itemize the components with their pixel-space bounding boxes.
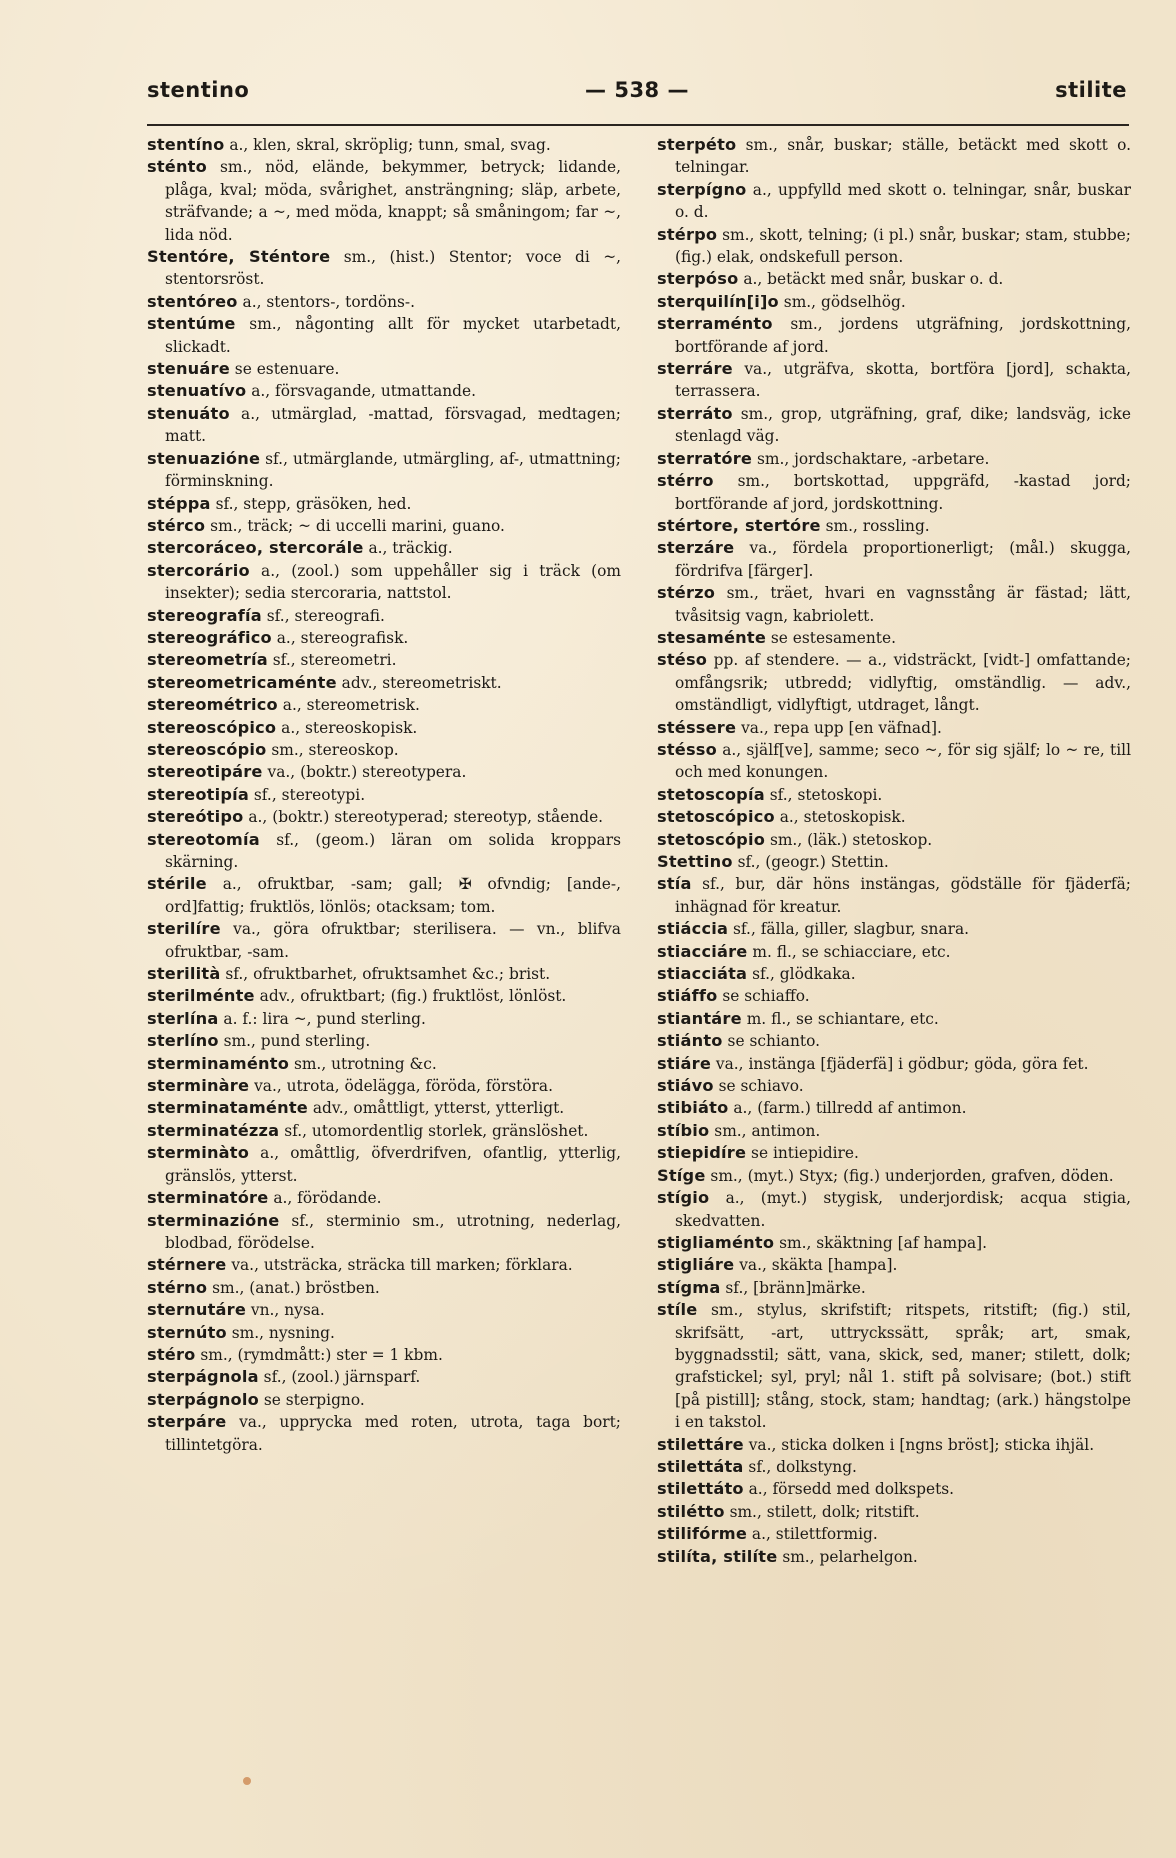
entry-definition: a., stetoskopisk. [779,808,906,827]
entry-definition: sm., pund sterling. [223,1032,371,1051]
entry-headword: stiacciáre [657,941,748,961]
dictionary-entry [657,268,1131,290]
dictionary-entry [147,1142,621,1187]
entry-definition: m. fl., se schiacciare, etc. [752,942,951,961]
entry-definition: sf., stereotypi. [253,785,366,804]
entry-headword: sterratóre [657,448,753,468]
dictionary-entry [147,1389,621,1411]
dictionary-entry [657,179,1131,224]
entry-definition: sm., utrotning &c. [293,1054,437,1073]
dictionary-entry [147,739,621,761]
entry-definition: a., klen, skral, skröplig; tunn, smal, svag. [229,136,551,154]
entry-definition: a., stereometrisk. [282,696,420,715]
entry-headword: stibiáto [657,1098,729,1118]
dictionary-entry [657,224,1131,269]
dictionary-entry [147,694,621,716]
entry-definition: a., utmärglad, -mattad, försvagad, medtagen; matt. [165,404,621,446]
entry-headword: stigliaménto [657,1232,775,1252]
entry-definition: sf., (geom.) läran om solida kroppars skärning. [165,830,621,871]
entry-headword: stéro [147,1344,196,1364]
dictionary-entry [657,963,1131,985]
header-rule [147,124,1129,126]
entry-headword: sterminatézza [147,1120,280,1140]
entry-definition: sm., jordens utgräfning, jordskottning, bortförande af jord. [675,315,1131,356]
entry-definition: sf., fälla, giller, slagbur, snara. [733,920,970,939]
entry-definition: va., utrota, ödelägga, föröda, förstöra. [254,1077,553,1096]
entry-definition: sm., (hist.) Stentor; voce di ~, stentorsröst. [165,248,621,289]
entry-definition: sm., stylus, skrifstift; ritspets, ritstift; (fig.) stil, skrifsätt, -art, uttryckssätt, språk; art, smak, byggnadsstil; sätt, vana, skick, sed, maner; stilett, dolk; grafstickel; syl, pryl; nål 1. stift på solvisare; (bot.) stift [på pistill]; stång, stock, stam; handtag; (ark.) hängstolpe i en takstol. [675,1301,1131,1432]
dictionary-entry [147,515,621,537]
entry-definition: a., (farm.) tillredd af antimon. [733,1099,967,1118]
dictionary-entry [147,761,621,783]
entry-definition: se sterpigno. [263,1390,365,1409]
dictionary-entry [147,156,621,246]
dictionary-entry [147,1187,621,1209]
right-column [657,134,1131,1568]
entry-headword: sterminazióne [147,1210,280,1230]
dictionary-entry [657,1254,1131,1276]
entry-headword: sterpágnolo [147,1389,259,1409]
entry-headword: stérco [147,515,206,535]
dictionary-entry [657,806,1131,828]
entry-headword: stiepidíre [657,1143,747,1163]
entry-definition: a., försvagande, utmattande. [251,382,477,401]
dictionary-entry [657,739,1131,784]
entry-definition: sm., stereoskop. [271,740,399,759]
entry-headword: stilettáta [657,1456,744,1476]
dictionary-entry [657,717,1131,739]
entry-definition: sf., stereografi. [266,606,385,625]
entry-definition: m. fl., se schiantare, etc. [746,1009,939,1028]
dictionary-entry [147,649,621,671]
entry-headword: sterminaménto [147,1053,290,1073]
dictionary-entry [657,1142,1131,1164]
dictionary-entry [657,873,1131,918]
dictionary-entry [657,1299,1131,1433]
entry-headword: stetoscópio [657,829,766,849]
entry-headword: sterilménte [147,986,255,1006]
dictionary-entry [657,448,1131,470]
entry-definition: sm., skäktning [af hampa]. [779,1233,988,1252]
entry-definition: sf., bur, där höns instängas, gödställe för fjäderfä; inhägnad för kreatur. [675,875,1131,916]
dictionary-entry [147,560,621,605]
entry-headword: sterminatóre [147,1188,269,1208]
entry-headword: Stíge [657,1165,706,1185]
dictionary-entry [147,1008,621,1030]
entry-headword: sterpágnola [147,1367,259,1387]
entry-headword: sterlíno [147,1031,219,1051]
entry-definition: a., ofruktbar, -sam; gall; ✠ ofvndig; [ande-, ord]fattig; fruktlös, lönlös; otacksam; tom. [165,875,621,916]
dictionary-entry [657,985,1131,1007]
dictionary-entry [657,1277,1131,1299]
dictionary-entry [147,1299,621,1321]
entry-headword: sterráre [657,359,733,379]
entry-headword: stentíno [147,135,225,154]
entry-definition: sf., utmärglande, utmärgling, af-, utmattning; förminskning. [165,449,621,491]
entry-headword: stenuáre [147,359,230,379]
entry-definition: se schiaffo. [722,987,810,1006]
entry-headword: stilettáre [657,1434,744,1454]
entry-headword: stiáffo [657,986,718,1006]
entry-definition: sf., glödkaka. [752,965,856,984]
dictionary-entry [147,672,621,694]
entry-definition: sf., (zool.) järnsparf. [263,1368,421,1387]
dictionary-entry [147,493,621,515]
dictionary-entry [147,1075,621,1097]
right-guide-word: stilite [1055,78,1127,102]
entry-definition: a., omåttlig, öfverdrifven, ofantlig, ytterlig, gränslös, ytterst. [165,1144,621,1185]
dictionary-entry [147,313,621,358]
entry-headword: Stentóre, Sténtore [147,247,331,267]
entry-headword: stereoscópio [147,739,267,759]
entry-definition: pp. af stendere. — a., vidsträckt, [vidt-] omfattande; omfångsrik; utbredd; vidlyftig, omständlig. — adv., omständligt, vidlyftigt, utdraget, långt. [675,651,1131,715]
entry-definition: va., utgräfva, skotta, bortföra [jord], schakta, terrassera. [675,360,1131,401]
entry-headword: stercoráceo, stercorále [147,538,364,558]
entry-headword: stetoscópico [657,807,775,827]
dictionary-entry [657,1501,1131,1523]
entry-definition: adv., stereometriskt. [341,673,502,692]
dictionary-entry [147,963,621,985]
entry-headword: sterminàto [147,1143,250,1163]
entry-definition: sm., nöd, elände, bekymmer, betryck; lidande, plåga, kval; möda, svårighet, ansträngning; släp, arbete, sträfvande; a ~, med möda, knappt; så småningom; far ~, lida nöd. [165,158,621,244]
entry-definition: sm., någonting allt för mycket utarbetadt, slickadt. [165,315,621,356]
entry-headword: sterpígno [657,179,747,199]
entry-headword: stilíta, stilíte [657,1546,778,1566]
entry-headword: stiáre [657,1053,712,1073]
entry-headword: sténto [147,157,207,177]
entry-headword: stiacciáta [657,964,748,984]
dictionary-entry [147,380,621,402]
entry-definition: sm., träck; ~ di uccelli marini, guano. [210,516,505,535]
dictionary-entry [147,918,621,963]
entry-definition: a., stilettformig. [751,1525,878,1544]
dictionary-entry [657,784,1131,806]
entry-headword: stiantáre [657,1008,742,1028]
entry-headword: stercorário [147,560,250,580]
entry-headword: stéssere [657,717,737,737]
entry-headword: stereoscópico [147,717,277,737]
entry-definition: a., stereoskopisk. [281,718,418,737]
dictionary-entry [657,918,1131,940]
entry-headword: sterquilín[i]o [657,291,779,311]
dictionary-entry [147,1254,621,1276]
entry-headword: stereométrico [147,695,278,715]
entry-headword: stéppa [147,493,211,513]
entry-headword: stenuazióne [147,448,261,468]
entry-definition: a., förödande. [273,1189,382,1208]
entry-definition: a., uppfylld med skott o. telningar, snår, buskar o. d. [675,180,1131,222]
dictionary-entry [657,291,1131,313]
left-column [147,134,621,1456]
entry-headword: stenuatívo [147,381,247,401]
entry-headword: sternúto [147,1322,227,1342]
dictionary-entry [657,1053,1131,1075]
entry-headword: sterminàre [147,1076,250,1096]
entry-definition: sf., sterminio sm., utrotning, nederlag, blodbad, förödelse. [165,1211,621,1252]
dictionary-entry [147,403,621,448]
entry-definition: vn., nysa. [250,1301,325,1320]
entry-definition: a., stereografisk. [276,628,409,647]
entry-definition: sm., (rymdmått:) ster = 1 kbm. [200,1345,443,1364]
entry-headword: sterlína [147,1008,219,1028]
entry-definition: sm., rossling. [825,516,930,535]
entry-headword: stérno [147,1277,208,1297]
page-number: — 538 — [585,78,689,102]
entry-definition: se estenuare. [234,360,340,379]
entry-definition: va., sticka dolken i [ngns bröst]; sticka ihjäl. [748,1435,1095,1454]
entry-headword: stereotipía [147,784,249,804]
entry-headword: stésso [657,739,717,759]
dictionary-entry [657,649,1131,716]
dictionary-entry [147,448,621,493]
entry-definition: va., upprycka med roten, utrota, taga bort; tillintetgöra. [165,1413,621,1454]
dictionary-entry [657,403,1131,448]
dictionary-entry [657,582,1131,627]
entry-definition: sm., träet, hvari en vagnsstång är fästad; lätt, tvåsitsig vagn, kabriolett. [675,584,1131,625]
dictionary-entry [147,784,621,806]
dictionary-entry [657,134,1131,179]
dictionary-entry [147,1053,621,1075]
entry-definition: a., (boktr.) stereotyperad; stereotyp, stående. [248,808,604,827]
dictionary-entry [657,515,1131,537]
entry-definition: sf., [bränn]märke. [725,1278,866,1297]
dictionary-entry [657,470,1131,515]
entry-headword: stíle [657,1300,698,1320]
entry-definition: adv., omåttligt, ytterst, ytterligt. [312,1099,565,1118]
entry-headword: sterminataménte [147,1098,308,1118]
entry-definition: sm., antimon. [714,1121,821,1140]
entry-definition: va., göra ofruktbar; sterilisera. — vn., blifva ofruktbar, -sam. [165,920,621,961]
dictionary-entry [657,1478,1131,1500]
dictionary-entry [657,1008,1131,1030]
dictionary-entry [147,985,621,1007]
dictionary-entry [657,1546,1131,1568]
dictionary-entry [657,1075,1131,1097]
dictionary-entry [657,1120,1131,1142]
entry-headword: stereográfico [147,627,272,647]
entry-headword: stenuáto [147,403,230,423]
entry-headword: stiáccia [657,919,729,939]
dictionary-entry [147,806,621,828]
dictionary-entry [657,313,1131,358]
entry-headword: stereografía [147,605,262,625]
dictionary-entry [147,1366,621,1388]
dictionary-entry [657,1165,1131,1187]
entry-headword: sterpóso [657,269,739,289]
entry-headword: sterraménto [657,314,773,334]
entry-headword: sterilíre [147,919,221,939]
entry-definition: sf., stetoskopi. [769,785,883,804]
entry-headword: stetoscopía [657,784,765,804]
entry-definition: sf., stepp, gräsöken, hed. [215,494,412,513]
page-speck [243,1777,251,1785]
entry-definition: sf., stereometri. [272,651,397,670]
entry-headword: stigliáre [657,1255,735,1275]
entry-definition: sm., gödselhög. [783,292,906,311]
entry-definition: se schianto. [727,1032,820,1051]
entry-headword: sterzáre [657,538,735,558]
entry-headword: stilétto [657,1501,725,1521]
entry-headword: Stettino [657,852,733,871]
dictionary-entry [147,246,621,291]
dictionary-entry [147,717,621,739]
dictionary-entry [147,1097,621,1119]
entry-definition: sf., utomordentlig storlek, gränslöshet. [284,1121,589,1140]
entry-headword: stilettáto [657,1479,744,1499]
entry-definition: a., (zool.) som uppehåller sig i träck (om insekter); sedia stercoraria, nattstol. [165,561,621,603]
entry-definition: va., fördela proportionerligt; (mål.) skugga, fördrifva [färger]. [675,539,1131,580]
entry-definition: a. f.: lira ~, pund sterling. [223,1009,426,1028]
dictionary-entry [657,1456,1131,1478]
entry-definition: se schiavo. [718,1077,804,1096]
entry-definition: sm., (myt.) Styx; (fig.) underjorden, grafven, döden. [710,1166,1114,1185]
entry-headword: sterpáre [147,1412,227,1432]
entry-definition: sm., snår, buskar; ställe, betäckt med skott o. telningar. [675,136,1131,177]
dictionary-entry [657,1187,1131,1232]
entry-headword: stérnere [147,1255,227,1275]
entry-headword: sterpéto [657,135,737,154]
dictionary-entry [147,873,621,918]
entry-headword: stía [657,874,692,894]
entry-headword: stereótipo [147,807,244,827]
dictionary-entry [657,851,1131,873]
entry-headword: stértore, stertóre [657,515,821,535]
entry-definition: va., instänga [fjäderfä] i gödbur; göda, göra fet. [715,1054,1089,1073]
entry-headword: stereotomía [147,829,260,849]
entry-definition: a., försedd med dolkspets. [748,1480,955,1499]
entry-definition: se intiepidire. [751,1144,859,1163]
entry-definition: sm., stilett, dolk; ritstift. [729,1502,920,1521]
dictionary-entry [147,605,621,627]
dictionary-entry [147,134,621,156]
dictionary-entry [657,537,1131,582]
dictionary-entry [657,1097,1131,1119]
entry-headword: stiánto [657,1031,723,1051]
entry-headword: stesaménte [657,627,766,647]
dictionary-entry [147,1344,621,1366]
dictionary-entry [657,1030,1131,1052]
dictionary-entry [657,1232,1131,1254]
entry-definition: a., träckig. [368,539,453,558]
entry-headword: stereometría [147,650,268,670]
entry-headword: stiávo [657,1076,714,1096]
entry-definition: adv., ofruktbart; (fig.) fruktlöst, lönlöst. [259,987,567,1006]
entry-definition: se estesamente. [770,628,896,647]
entry-definition: sm., skott, telning; (i pl.) snår, buskar; stam, stubbe; (fig.) elak, ondskefull person. [675,225,1131,267]
dictionary-entry [147,1277,621,1299]
entry-headword: stérile [147,874,207,894]
entry-definition: a., betäckt med snår, buskar o. d. [743,270,1004,289]
entry-headword: stérzo [657,583,716,603]
entry-definition: sf., dolkstyng. [748,1457,857,1476]
dictionary-entry [657,627,1131,649]
left-guide-word: stentino [147,78,250,102]
dictionary-entry [147,1030,621,1052]
entry-headword: stérro [657,471,714,491]
entry-definition: sm., jordschaktare, -arbetare. [756,449,990,468]
entry-headword: stérpo [657,224,718,244]
entry-headword: stereotipáre [147,762,263,782]
entry-definition: sm., nysning. [231,1323,335,1342]
entry-definition: va., utsträcka, sträcka till marken; förklara. [231,1256,573,1275]
dictionary-entry [657,829,1131,851]
entry-definition: sf., (geogr.) Stettin. [737,853,889,871]
dictionary-entry [657,1434,1131,1456]
entry-definition: sm., bortskottad, uppgräfd, -kastad jord; bortförande af jord, jordskottning. [675,472,1131,513]
dictionary-entry [147,1120,621,1142]
entry-definition: va., repa upp [en väfnad]. [741,718,942,737]
dictionary-entry [147,829,621,874]
dictionary-entry [147,358,621,380]
entry-headword: stíbio [657,1120,710,1140]
dictionary-entry [147,537,621,559]
entry-definition: a., (myt.) stygisk, underjordisk; acqua stigia, skedvatten. [675,1189,1131,1230]
entry-definition: sm., (läk.) stetoskop. [769,830,933,849]
dictionary-entry [147,627,621,649]
entry-definition: sm., grop, utgräfning, graf, dike; landsväg, icke stenlagd väg. [675,404,1131,446]
entry-headword: sterilità [147,964,221,984]
entry-headword: sterráto [657,403,733,423]
page-header [147,78,1127,118]
entry-headword: stentóreo [147,291,238,311]
entry-definition: sm., (anat.) bröstben. [212,1278,380,1297]
entry-headword: stentúme [147,314,236,334]
entry-headword: stereometricaménte [147,672,337,692]
entry-headword: stígma [657,1277,721,1297]
entry-definition: a., stentors-, tordöns-. [242,292,416,311]
dictionary-entry [657,941,1131,963]
entry-definition: sm., pelarhelgon. [782,1547,918,1566]
entry-definition: va., (boktr.) stereotypera. [267,763,467,782]
entry-definition: sf., ofruktbarhet, ofruktsamhet &c.; brist. [225,965,551,984]
dictionary-entry [147,1322,621,1344]
dictionary-entry [657,358,1131,403]
dictionary-entry [147,1210,621,1255]
dictionary-entry [147,1411,621,1456]
entry-definition: va., skäkta [hampa]. [739,1256,898,1275]
dictionary-entry [657,1523,1131,1545]
entry-headword: stígio [657,1188,710,1208]
dictionary-entry [147,291,621,313]
entry-headword: stilifórme [657,1524,748,1544]
entry-headword: sternutáre [147,1300,247,1320]
entry-headword: stéso [657,650,708,670]
entry-definition: a., själf[ve], samme; seco ~, för sig själf; lo ~ re, till och med konungen. [675,740,1131,782]
